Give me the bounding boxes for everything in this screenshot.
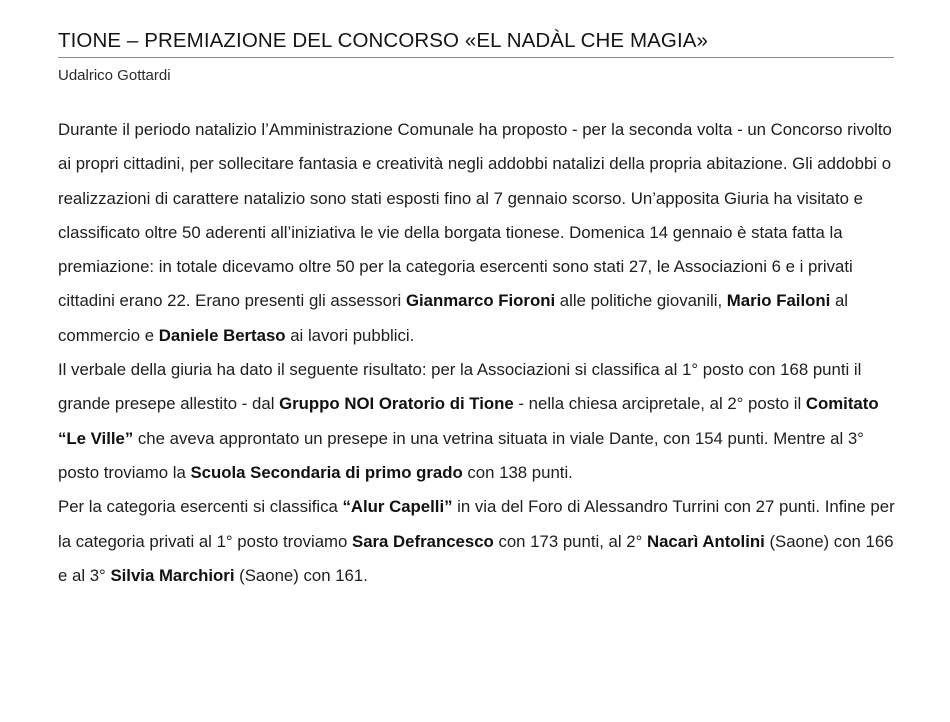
text-run: Per la categoria esercenti si classifica <box>58 497 343 517</box>
person-name-fioroni: Gianmarco Fioroni <box>405 291 556 311</box>
text-run: in via del Foro di Alessandro Turrini con 27 punti. Infine per la categoria privati al 1° posto troviamo <box>58 497 895 551</box>
winner-scuola-secondaria: Scuola Secondaria di primo grado <box>190 462 463 482</box>
winner-comitato-le-ville: Comitato “Le Ville” <box>58 394 879 448</box>
winner-gruppo-noi: Gruppo NOI Oratorio di Tione <box>279 394 514 414</box>
article <box>58 26 898 593</box>
article-title: TIONE – PREMIAZIONE DEL CONCORSO «EL NADÀL CHE MAGIA» <box>58 26 894 58</box>
text-run: (Saone) con 166 e al 3° <box>58 531 894 585</box>
text-run: con 138 punti. <box>462 462 573 482</box>
text-run: - nella chiesa arcipretale, al 2° posto il <box>513 394 806 414</box>
winner-alur-capelli: “Alur Capelli” <box>342 497 453 517</box>
text-run: Durante il periodo natalizio l’Amministrazione Comunale ha proposto - per la seconda volta - un Concorso rivolto ai propri cittadini, per sollecitare fantasia e creatività negli addobbi natalizi della propria abitazione. Gli addobbi o realizzazioni di carattere natalizio sono stati esposti fino al 7 gennaio scorso. Un’apposita Giuria ha visitato e classificato oltre 50 aderenti all’iniziativa le vie della borgata tionese. Domenica 14 gennaio è stata fatta la premiazione: in totale dicevamo oltre 50 per la categoria esercenti sono stati 27, le Associazioni 6 e i privati cittadini erano 22. Erano presenti gli assessori <box>58 120 892 311</box>
article-body <box>58 113 898 593</box>
text-run: che aveva approntato un presepe in una vetrina situata in viale Dante, con 154 punti. Mentre al 3° posto troviamo la <box>58 428 864 482</box>
person-name-failoni: Mario Failoni <box>726 291 831 311</box>
text-run: con 173 punti, al 2° <box>493 531 647 551</box>
paragraph-private-winners <box>58 490 898 593</box>
paragraph-associations <box>58 353 898 490</box>
article-author: Udalrico Gottardi <box>58 67 171 84</box>
text-run: ai lavori pubblici. <box>285 325 415 345</box>
text-run: Il verbale della giuria ha dato il seguente risultato: per la Associazioni si classifica al 1° posto con 168 punti il grande presepe allestito - dal <box>58 360 862 414</box>
winner-sara-defrancesco: Sara Defrancesco <box>352 531 494 551</box>
winner-nacari-antolini: Nacarì Antolini <box>646 531 765 551</box>
text-run: (Saone) con 161. <box>234 565 368 585</box>
winner-silvia-marchiori: Silvia Marchiori <box>110 565 235 585</box>
paragraph-intro <box>58 113 898 353</box>
text-run: al commercio e <box>58 291 849 345</box>
person-name-bertaso: Daniele Bertaso <box>158 325 286 345</box>
text-run: alle politiche giovanili, <box>555 291 727 311</box>
